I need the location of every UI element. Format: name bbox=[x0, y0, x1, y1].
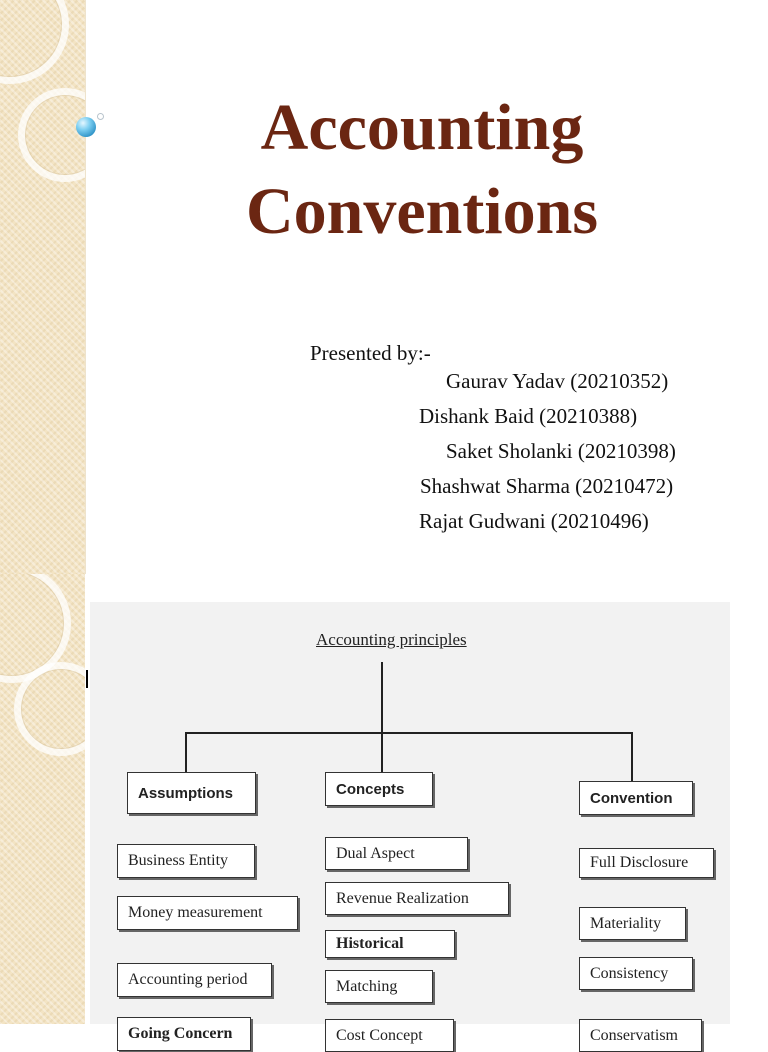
presenter-name: Shashwat Sharma (20210472) bbox=[420, 474, 674, 498]
decorative-side-band bbox=[0, 0, 86, 574]
convention-heading: Convention bbox=[579, 781, 693, 815]
convention-item: Conservatism bbox=[579, 1019, 702, 1052]
concept-item: Dual Aspect bbox=[325, 837, 468, 870]
connector-line bbox=[381, 662, 383, 732]
diagram-title: Accounting principles bbox=[316, 630, 467, 649]
small-circle-icon bbox=[97, 113, 104, 120]
title-line-2: Conventions bbox=[245, 175, 599, 248]
presenter-name: Saket Sholanki (20210398) bbox=[446, 439, 676, 463]
assumption-item: Money measurement bbox=[117, 896, 298, 930]
concepts-heading: Concepts bbox=[325, 772, 433, 806]
decorative-ring bbox=[18, 88, 86, 182]
assumptions-heading: Assumptions bbox=[127, 772, 256, 814]
assumption-item: Going Concern bbox=[117, 1017, 251, 1051]
presenter-name: Gaurav Yadav (20210352) bbox=[446, 369, 669, 393]
title-line-1: Accounting bbox=[260, 91, 584, 164]
concept-item: Revenue Realization bbox=[325, 882, 509, 915]
presenter-name: Rajat Gudwani (20210496) bbox=[419, 509, 649, 533]
assumption-item: Accounting period bbox=[117, 963, 272, 997]
slide-title bbox=[150, 86, 694, 254]
connector-line bbox=[381, 732, 383, 774]
presented-by-label: Presented by:- bbox=[310, 341, 431, 365]
concept-item: Cost Concept bbox=[325, 1019, 454, 1052]
principles-diagram bbox=[90, 602, 730, 1044]
text-cursor bbox=[86, 670, 88, 688]
presenter-name: Dishank Baid (20210388) bbox=[419, 404, 638, 428]
concept-item: Historical bbox=[325, 930, 455, 958]
decorative-ring bbox=[0, 0, 69, 84]
connector-line bbox=[631, 732, 633, 782]
concept-item: Matching bbox=[325, 970, 433, 1003]
bead-icon bbox=[76, 117, 96, 137]
connector-line bbox=[185, 732, 633, 734]
convention-item: Full Disclosure bbox=[579, 848, 714, 878]
assumption-item: Business Entity bbox=[117, 844, 255, 878]
connector-line bbox=[185, 732, 187, 774]
decorative-side-band bbox=[0, 574, 85, 1024]
diagram-slide bbox=[0, 574, 768, 1044]
convention-item: Consistency bbox=[579, 957, 693, 990]
convention-item: Materiality bbox=[579, 907, 686, 940]
